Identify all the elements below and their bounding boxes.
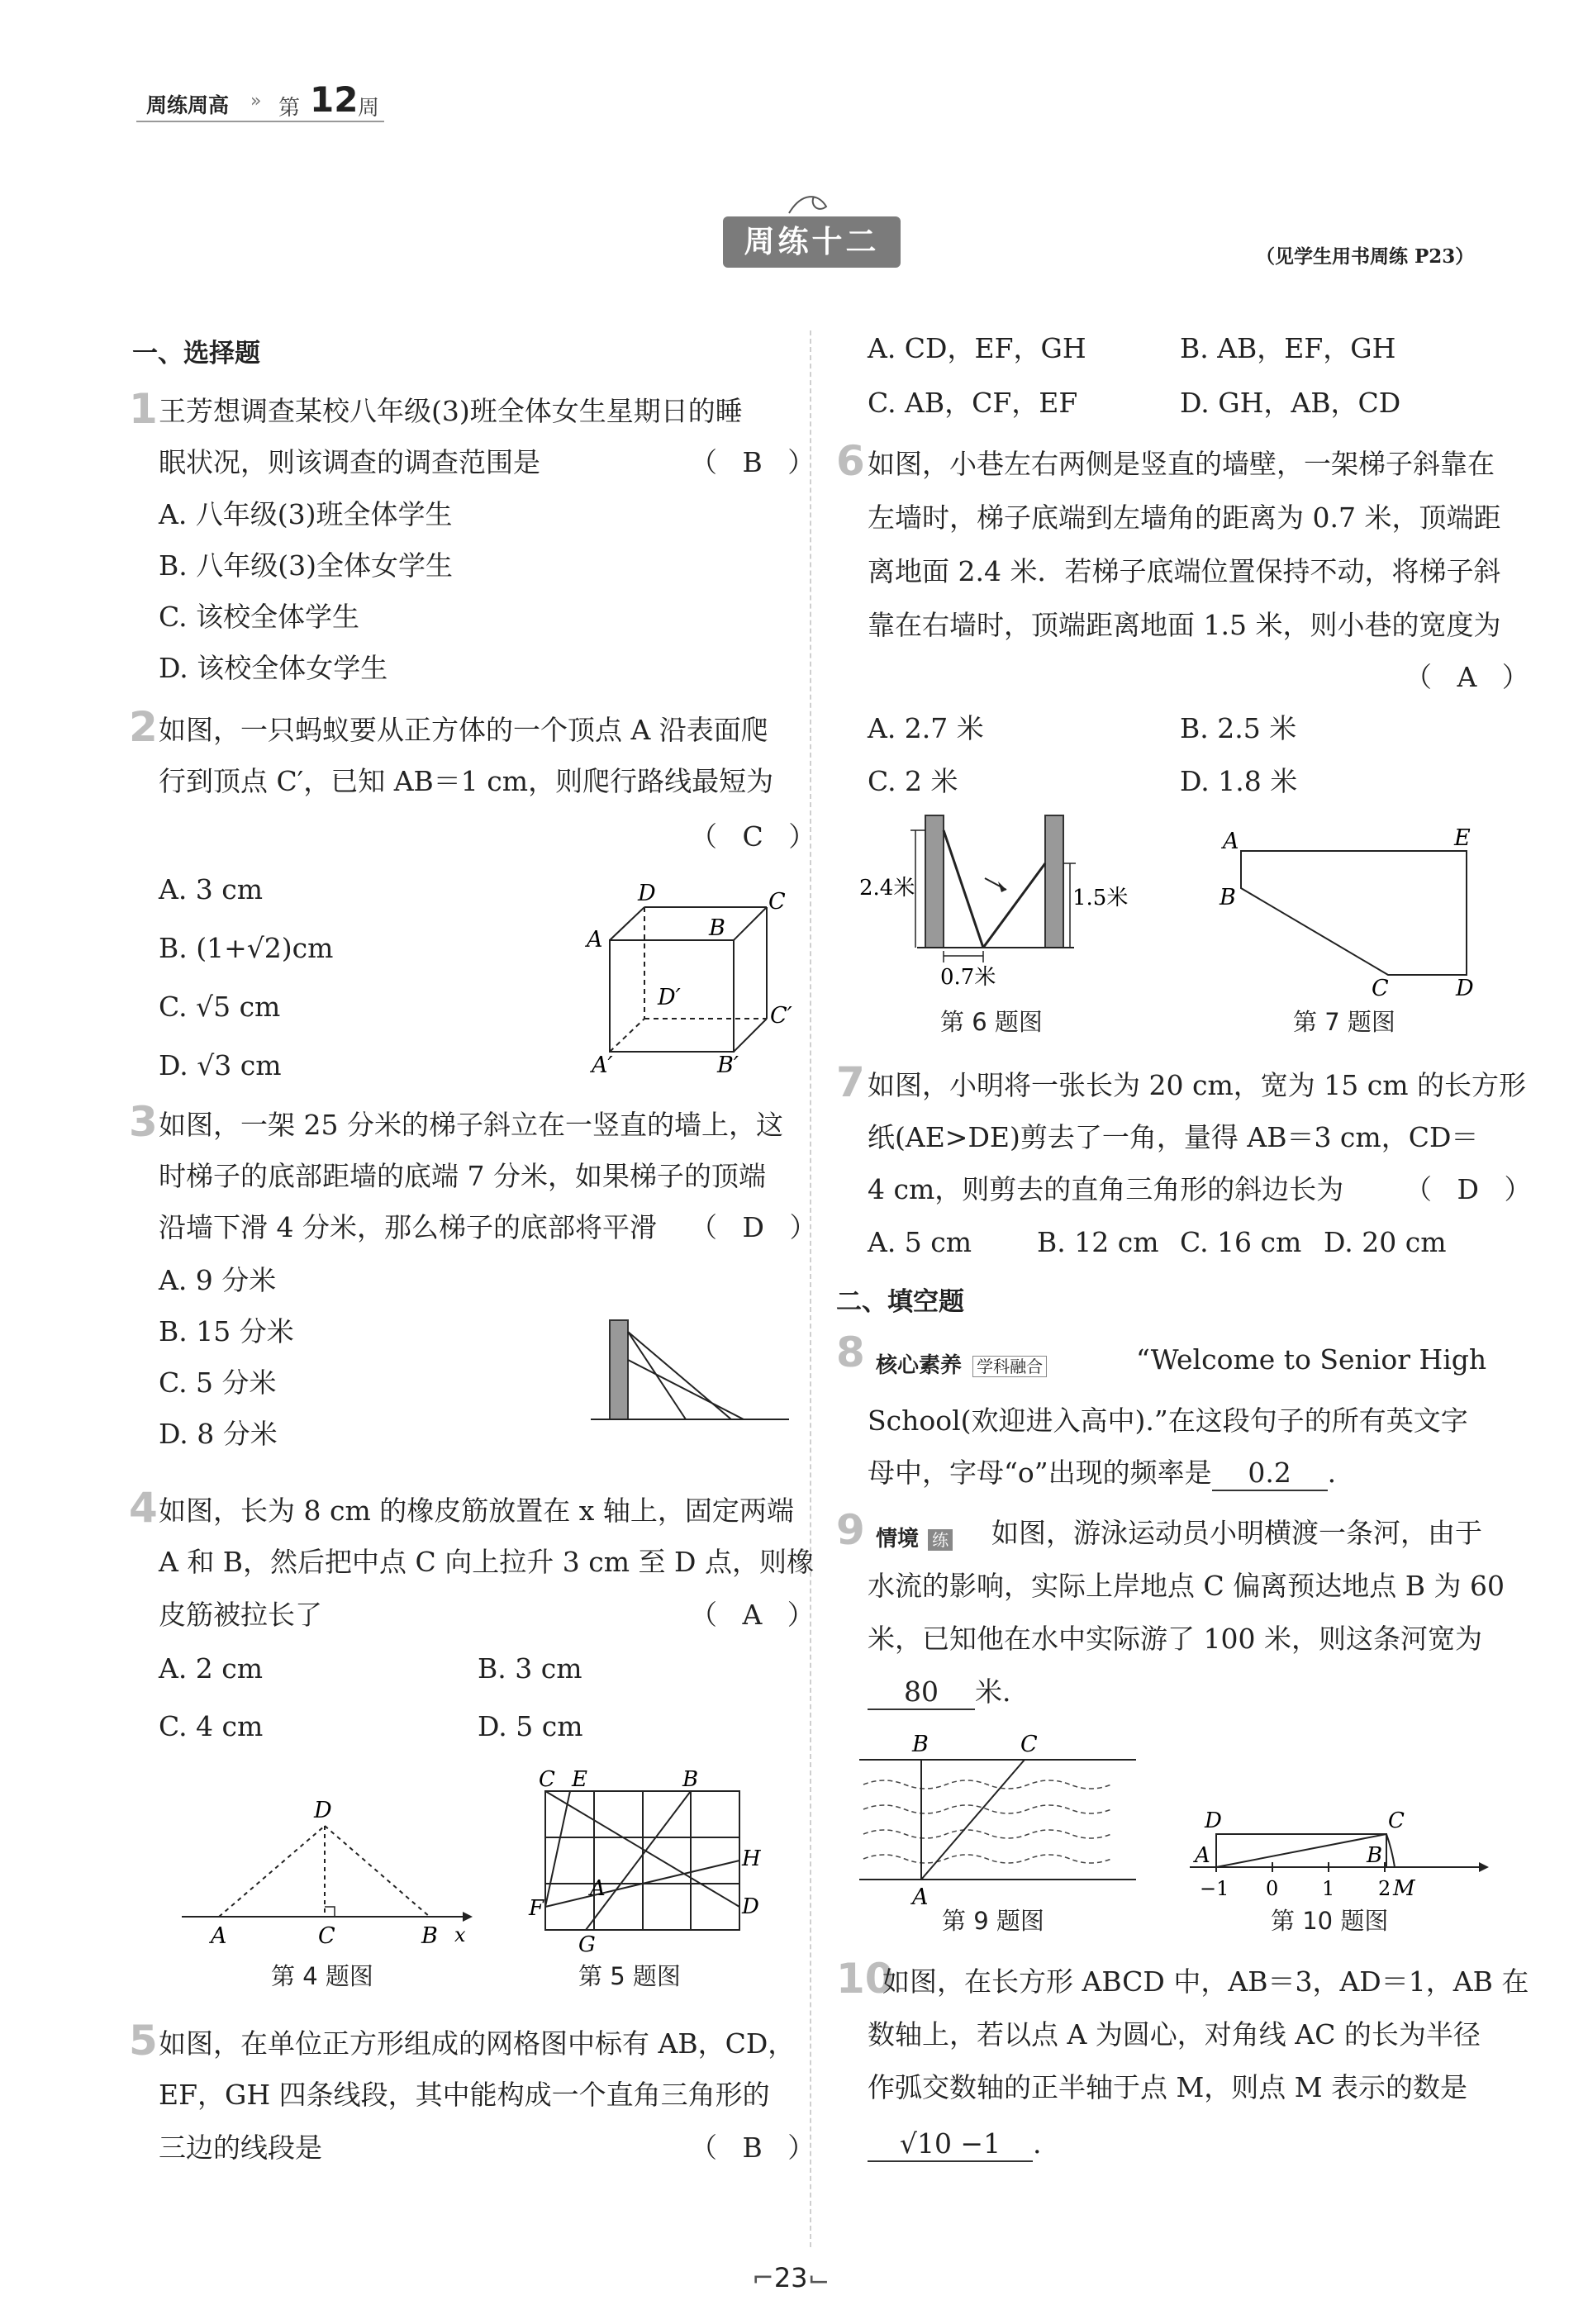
q10-caption: 第 10 题图 <box>1271 1907 1389 1935</box>
q10-label-m: M <box>1393 1876 1415 1901</box>
q8-tag-core: 核心素养 <box>876 1353 963 1378</box>
q8-line3 <box>868 1457 1336 1491</box>
q1-option-d: D. 该校全体女学生 <box>159 652 388 684</box>
q3-option-b: B. 15 分米 <box>159 1315 294 1347</box>
header-week-number: 12 <box>310 79 359 120</box>
q1-line1: 王芳想调查某校八年级(3)班全体女生星期日的睡 <box>159 395 743 427</box>
q6-label-07: 0.7米 <box>940 965 996 990</box>
q10-tick-minus1: −1 <box>1200 1877 1229 1900</box>
q5-label-c: C <box>539 1767 555 1792</box>
q6-alley-figure <box>859 814 1140 996</box>
q3-answer: （ D ） <box>690 1211 825 1243</box>
cube-label-d-prime: D′ <box>658 985 681 1010</box>
q6-option-b: B. 2.5 米 <box>1180 712 1297 744</box>
q2-cube-figure <box>578 874 801 1078</box>
q6-line3: 离地面 2.4 米．若梯子底端位置保持不动，将梯子斜 <box>868 555 1501 587</box>
q5-caption: 第 5 题图 <box>578 1962 681 1990</box>
q3-wall <box>610 1320 628 1419</box>
q2-line1: 如图，一只蚂蚁要从正方体的一个顶点 A 沿表面爬 <box>159 714 768 746</box>
week-header <box>136 79 384 122</box>
q8-line1: “Welcome to Senior High <box>1136 1343 1487 1376</box>
q10-number: 10 <box>836 1955 894 2003</box>
q5-label-g: G <box>578 1932 596 1957</box>
q9-line2: 水流的影响，实际上岸地点 C 偏离预达地点 B 为 60 <box>868 1570 1505 1602</box>
q3-option-c: C. 5 分米 <box>159 1366 277 1399</box>
q9-line3: 米，已知他在水中实际游了 100 米，则这条河宽为 <box>868 1623 1482 1655</box>
q3-line1: 如图，一架 25 分米的梯子斜立在一竖直的墙上，这 <box>159 1109 783 1141</box>
q7-label-b: B <box>1220 885 1236 910</box>
page-number-value: 23 <box>773 2262 808 2293</box>
cube-label-a-prime: A′ <box>592 1053 613 1078</box>
q5-label-f: F <box>529 1896 544 1921</box>
q7-option-b: B. 12 cm <box>1037 1226 1159 1258</box>
q9-tag-scenario: 情境 <box>876 1527 920 1552</box>
q9-line4 <box>868 1675 1011 1710</box>
q4-label-c: C <box>318 1923 335 1949</box>
q2-option-b: B. (1+√2)cm <box>159 932 334 964</box>
q4-option-b: B. 3 cm <box>478 1652 582 1685</box>
q4-line1: 如图，长为 8 cm 的橡皮筋放置在 x 轴上，固定两端 <box>159 1495 794 1527</box>
q6-label-15: 1.5米 <box>1072 886 1129 910</box>
cube-label-c-prime: C′ <box>770 1003 792 1029</box>
q7-option-a: A. 5 cm <box>868 1226 972 1258</box>
q6-number: 6 <box>836 437 865 485</box>
section-fill-title: 二、填空题 <box>836 1287 964 1317</box>
q4-figure <box>174 1793 479 1950</box>
q10-end: . <box>1033 2127 1042 2160</box>
q7-line3: 4 cm，则剪去的直角三角形的斜边长为 <box>868 1173 1344 1205</box>
q10-tick-1: 1 <box>1322 1877 1335 1900</box>
q10-label-b: B <box>1367 1843 1383 1868</box>
q7-caption: 第 7 题图 <box>1293 1008 1395 1036</box>
q6-caption: 第 6 题图 <box>940 1008 1043 1036</box>
q4-caption: 第 4 题图 <box>271 1962 373 1990</box>
q9-unit: 米. <box>975 1675 1011 1708</box>
q5-label-b: B <box>682 1767 699 1792</box>
q9-number: 9 <box>836 1506 865 1554</box>
q4-option-a: A. 2 cm <box>159 1652 264 1685</box>
q7-line1: 如图，小明将一张长为 20 cm，宽为 15 cm 的长方形 <box>868 1069 1526 1101</box>
q9-tag-practice: 练 <box>928 1529 953 1551</box>
q6-label-24: 2.4米 <box>859 876 915 901</box>
q3-ladder-figure <box>587 1314 793 1429</box>
q7-label-e: E <box>1454 825 1471 851</box>
q2-line2: 行到顶点 C′，已知 AB＝1 cm，则爬行路线最短为 <box>159 765 774 797</box>
q10-figure <box>1181 1793 1495 1908</box>
q9-label-c: C <box>1020 1732 1038 1757</box>
q5-line1: 如图，在单位正方形组成的网格图中标有 AB，CD， <box>159 2027 796 2060</box>
q6-option-d: D. 1.8 米 <box>1180 765 1298 797</box>
q8-line3-end: . <box>1327 1457 1337 1489</box>
q4-label-b: B <box>421 1923 438 1949</box>
banner-ornament <box>785 188 834 218</box>
q10-label-a: A <box>1195 1843 1210 1868</box>
column-divider <box>810 330 811 2247</box>
title-banner: 周练十二 <box>723 216 901 268</box>
q3-option-d: D. 8 分米 <box>159 1418 278 1450</box>
q5-label-a: A <box>590 1876 606 1901</box>
q6-line4: 靠在右墙时，顶端距离地面 1.5 米，则小巷的宽度为 <box>868 609 1501 641</box>
q9-river-figure <box>851 1727 1148 1917</box>
q5-label-d: D <box>742 1894 759 1919</box>
q2-option-a: A. 3 cm <box>159 873 264 905</box>
q10-line4 <box>868 2127 1042 2162</box>
q6-left-wall <box>925 815 944 948</box>
cube-label-b: B <box>709 915 725 941</box>
q1-option-b: B. 八年级(3)全体女学生 <box>159 549 453 582</box>
section-choice-title: 一、选择题 <box>132 339 260 368</box>
q7-figure <box>1206 822 1487 1000</box>
q10-answer-blank: √10 −1 <box>868 2127 1033 2162</box>
q1-answer: （ B ） <box>690 446 824 478</box>
q5-label-e: E <box>572 1767 587 1792</box>
q7-option-c: C. 16 cm <box>1180 1226 1302 1258</box>
cube-label-a: A <box>587 927 603 953</box>
q10-line3: 作弧交数轴的正半轴于点 M，则点 M 表示的数是 <box>868 2071 1468 2103</box>
q8-line2: School(欢迎进入高中).”在这段句子的所有英文字 <box>868 1404 1468 1437</box>
q9-label-b: B <box>912 1732 929 1757</box>
header-di: 第 <box>278 96 301 121</box>
q3-line2: 时梯子的底部距墙的底端 7 分米，如果梯子的顶端 <box>159 1160 766 1192</box>
q1-number: 1 <box>129 385 158 433</box>
q5-number: 5 <box>129 2017 158 2065</box>
q4-number: 4 <box>129 1484 158 1532</box>
cube-label-d: D <box>638 881 656 906</box>
q4-line2: A 和 B，然后把中点 C 向上拉升 3 cm 至 D 点，则橡 <box>159 1546 814 1578</box>
q10-tick-0: 0 <box>1266 1877 1279 1900</box>
q4-label-d: D <box>314 1798 332 1823</box>
q8-answer-blank: 0.2 <box>1212 1457 1328 1491</box>
q6-line2: 左墙时，梯子底端到左墙角的距离为 0.7 米，顶端距 <box>868 501 1501 534</box>
q8-tag-subject: 学科融合 <box>972 1356 1047 1377</box>
header-series: 周练周高 <box>146 93 230 117</box>
q9-answer-blank: 80 <box>868 1675 975 1710</box>
q5-option-d: D. GH，AB，CD <box>1180 387 1401 419</box>
q6-answer: （ A ） <box>1405 661 1538 693</box>
cube-label-b-prime: B′ <box>717 1053 739 1078</box>
q6-option-c: C. 2 米 <box>868 765 958 797</box>
q4-option-c: C. 4 cm <box>159 1710 264 1742</box>
q8-number: 8 <box>836 1328 865 1376</box>
q5-answer: （ B ） <box>690 2132 824 2164</box>
q9-tags <box>876 1522 953 1552</box>
cube-label-c: C <box>768 889 786 915</box>
q10-line2: 数轴上，若以点 A 为圆心，对角线 AC 的长为半径 <box>868 2018 1481 2051</box>
q1-option-a: A. 八年级(3)班全体学生 <box>159 498 453 530</box>
q10-tick-2: 2 <box>1378 1877 1391 1900</box>
q7-label-c: C <box>1372 976 1389 1001</box>
q10-label-c: C <box>1388 1808 1405 1833</box>
reference-note: （见学生用书周练 P23） <box>1256 245 1475 268</box>
q7-answer: （ D ） <box>1405 1173 1540 1205</box>
q10-line1: 如图，在长方形 ABCD 中，AB＝3，AD＝1，AB 在 <box>882 1965 1529 1998</box>
q8-tags <box>876 1348 1047 1379</box>
q7-number: 7 <box>836 1058 865 1106</box>
q5-grid-figure <box>529 1767 761 1957</box>
q5-option-b: B. AB，EF，GH <box>1180 332 1396 364</box>
q6-right-wall <box>1045 815 1063 948</box>
q9-caption: 第 9 题图 <box>942 1907 1044 1935</box>
q3-line3: 沿墙下滑 4 分米，那么梯子的底部将平滑 <box>159 1211 657 1243</box>
q5-label-h: H <box>742 1846 761 1871</box>
q5-line2: EF，GH 四条线段，其中能构成一个直角三角形的 <box>159 2079 770 2111</box>
q7-label-d: D <box>1456 976 1474 1001</box>
q3-option-a: A. 9 分米 <box>159 1264 277 1296</box>
q5-option-c: C. AB，CF，EF <box>868 387 1078 419</box>
q5-option-a: A. CD，EF，GH <box>868 332 1086 364</box>
q9-label-a: A <box>912 1884 929 1910</box>
q5-line3: 三边的线段是 <box>159 2132 322 2164</box>
q10-label-d: D <box>1205 1808 1222 1833</box>
q6-line1: 如图，小巷左右两侧是竖直的墙壁，一架梯子斜靠在 <box>868 448 1495 480</box>
q4-line3: 皮筋被拉长了 <box>159 1599 322 1631</box>
q4-option-d: D. 5 cm <box>478 1710 583 1742</box>
q6-option-a: A. 2.7 米 <box>868 712 984 744</box>
q4-label-a: A <box>211 1923 227 1949</box>
q2-option-c: C. √5 cm <box>159 991 281 1023</box>
q2-answer: （ C ） <box>690 820 825 853</box>
q7-line2: 纸(AE>DE)剪去了一角，量得 AB＝3 cm，CD＝ <box>868 1121 1479 1153</box>
q3-number: 3 <box>129 1098 158 1146</box>
q4-answer: （ A ） <box>690 1599 823 1631</box>
q1-line2: 眠状况，则该调查的调查范围是 <box>159 446 540 478</box>
page-number: ⌐23⌙ <box>752 2262 830 2293</box>
q8-line3-text: 母中，字母“o”出现的频率是 <box>868 1457 1212 1489</box>
header-zhou: 周 <box>358 96 380 121</box>
q7-label-a: A <box>1223 829 1239 854</box>
q4-label-x: x <box>454 1923 466 1946</box>
q7-option-d: D. 20 cm <box>1324 1226 1447 1258</box>
q1-option-c: C. 该校全体学生 <box>159 601 360 633</box>
q9-line1: 如图，游泳运动员小明横渡一条河，由于 <box>991 1517 1482 1549</box>
q2-number: 2 <box>129 703 158 751</box>
header-arrows: » <box>250 91 262 112</box>
q2-option-d: D. √3 cm <box>159 1049 282 1081</box>
